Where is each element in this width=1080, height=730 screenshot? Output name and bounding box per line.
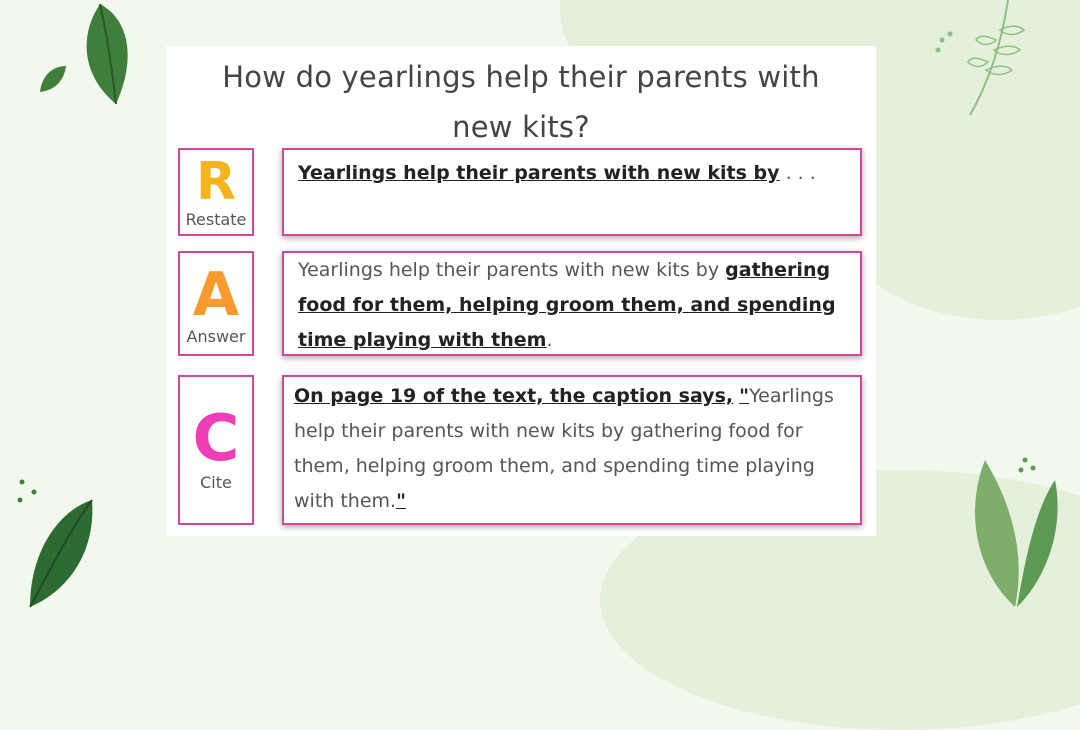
small-leaf-icon (36, 62, 70, 96)
answer-details: gathering food for them, helping groom them, and spending time playing with them (298, 259, 836, 351)
question-title (166, 52, 876, 152)
restate-text-box (282, 148, 862, 236)
open-quote: " (739, 385, 750, 407)
race-worksheet-card (166, 46, 876, 536)
answer-letter: A (192, 260, 240, 330)
fern-outline-icon (930, 0, 1030, 120)
answer-text-box (282, 251, 862, 356)
question-line-2: new kits? (452, 110, 590, 144)
cite-quotation: Yearlings help their parents with new kits by gathering food for them, helping groom them, and spending time playing with them. (294, 385, 834, 512)
close-quote: " (396, 490, 406, 512)
cite-text-box (282, 375, 862, 525)
leaf-decoration-icon (955, 450, 1065, 607)
restate-letter-box (178, 148, 254, 236)
restate-label: Restate (185, 210, 247, 229)
answer-label: Answer (186, 327, 246, 346)
answer-period: . (546, 329, 553, 351)
answer-sentence-start: Yearlings help their parents with new kits by (298, 259, 726, 281)
leaf-decoration-icon (70, 0, 140, 110)
answer-letter-box (178, 251, 254, 356)
restate-letter: R (195, 152, 237, 212)
cite-letter: C (192, 402, 240, 476)
cite-letter-box (178, 375, 254, 525)
restate-sentence-starter: Yearlings help their parents with new kits by (298, 162, 780, 184)
restate-ellipsis: . . . (779, 162, 816, 184)
leaf-decoration-icon (0, 470, 110, 607)
question-line-1: How do yearlings help their parents with (222, 60, 820, 94)
cite-label: Cite (200, 473, 232, 492)
cite-source-phrase: On page 19 of the text, the caption says, (294, 385, 734, 407)
